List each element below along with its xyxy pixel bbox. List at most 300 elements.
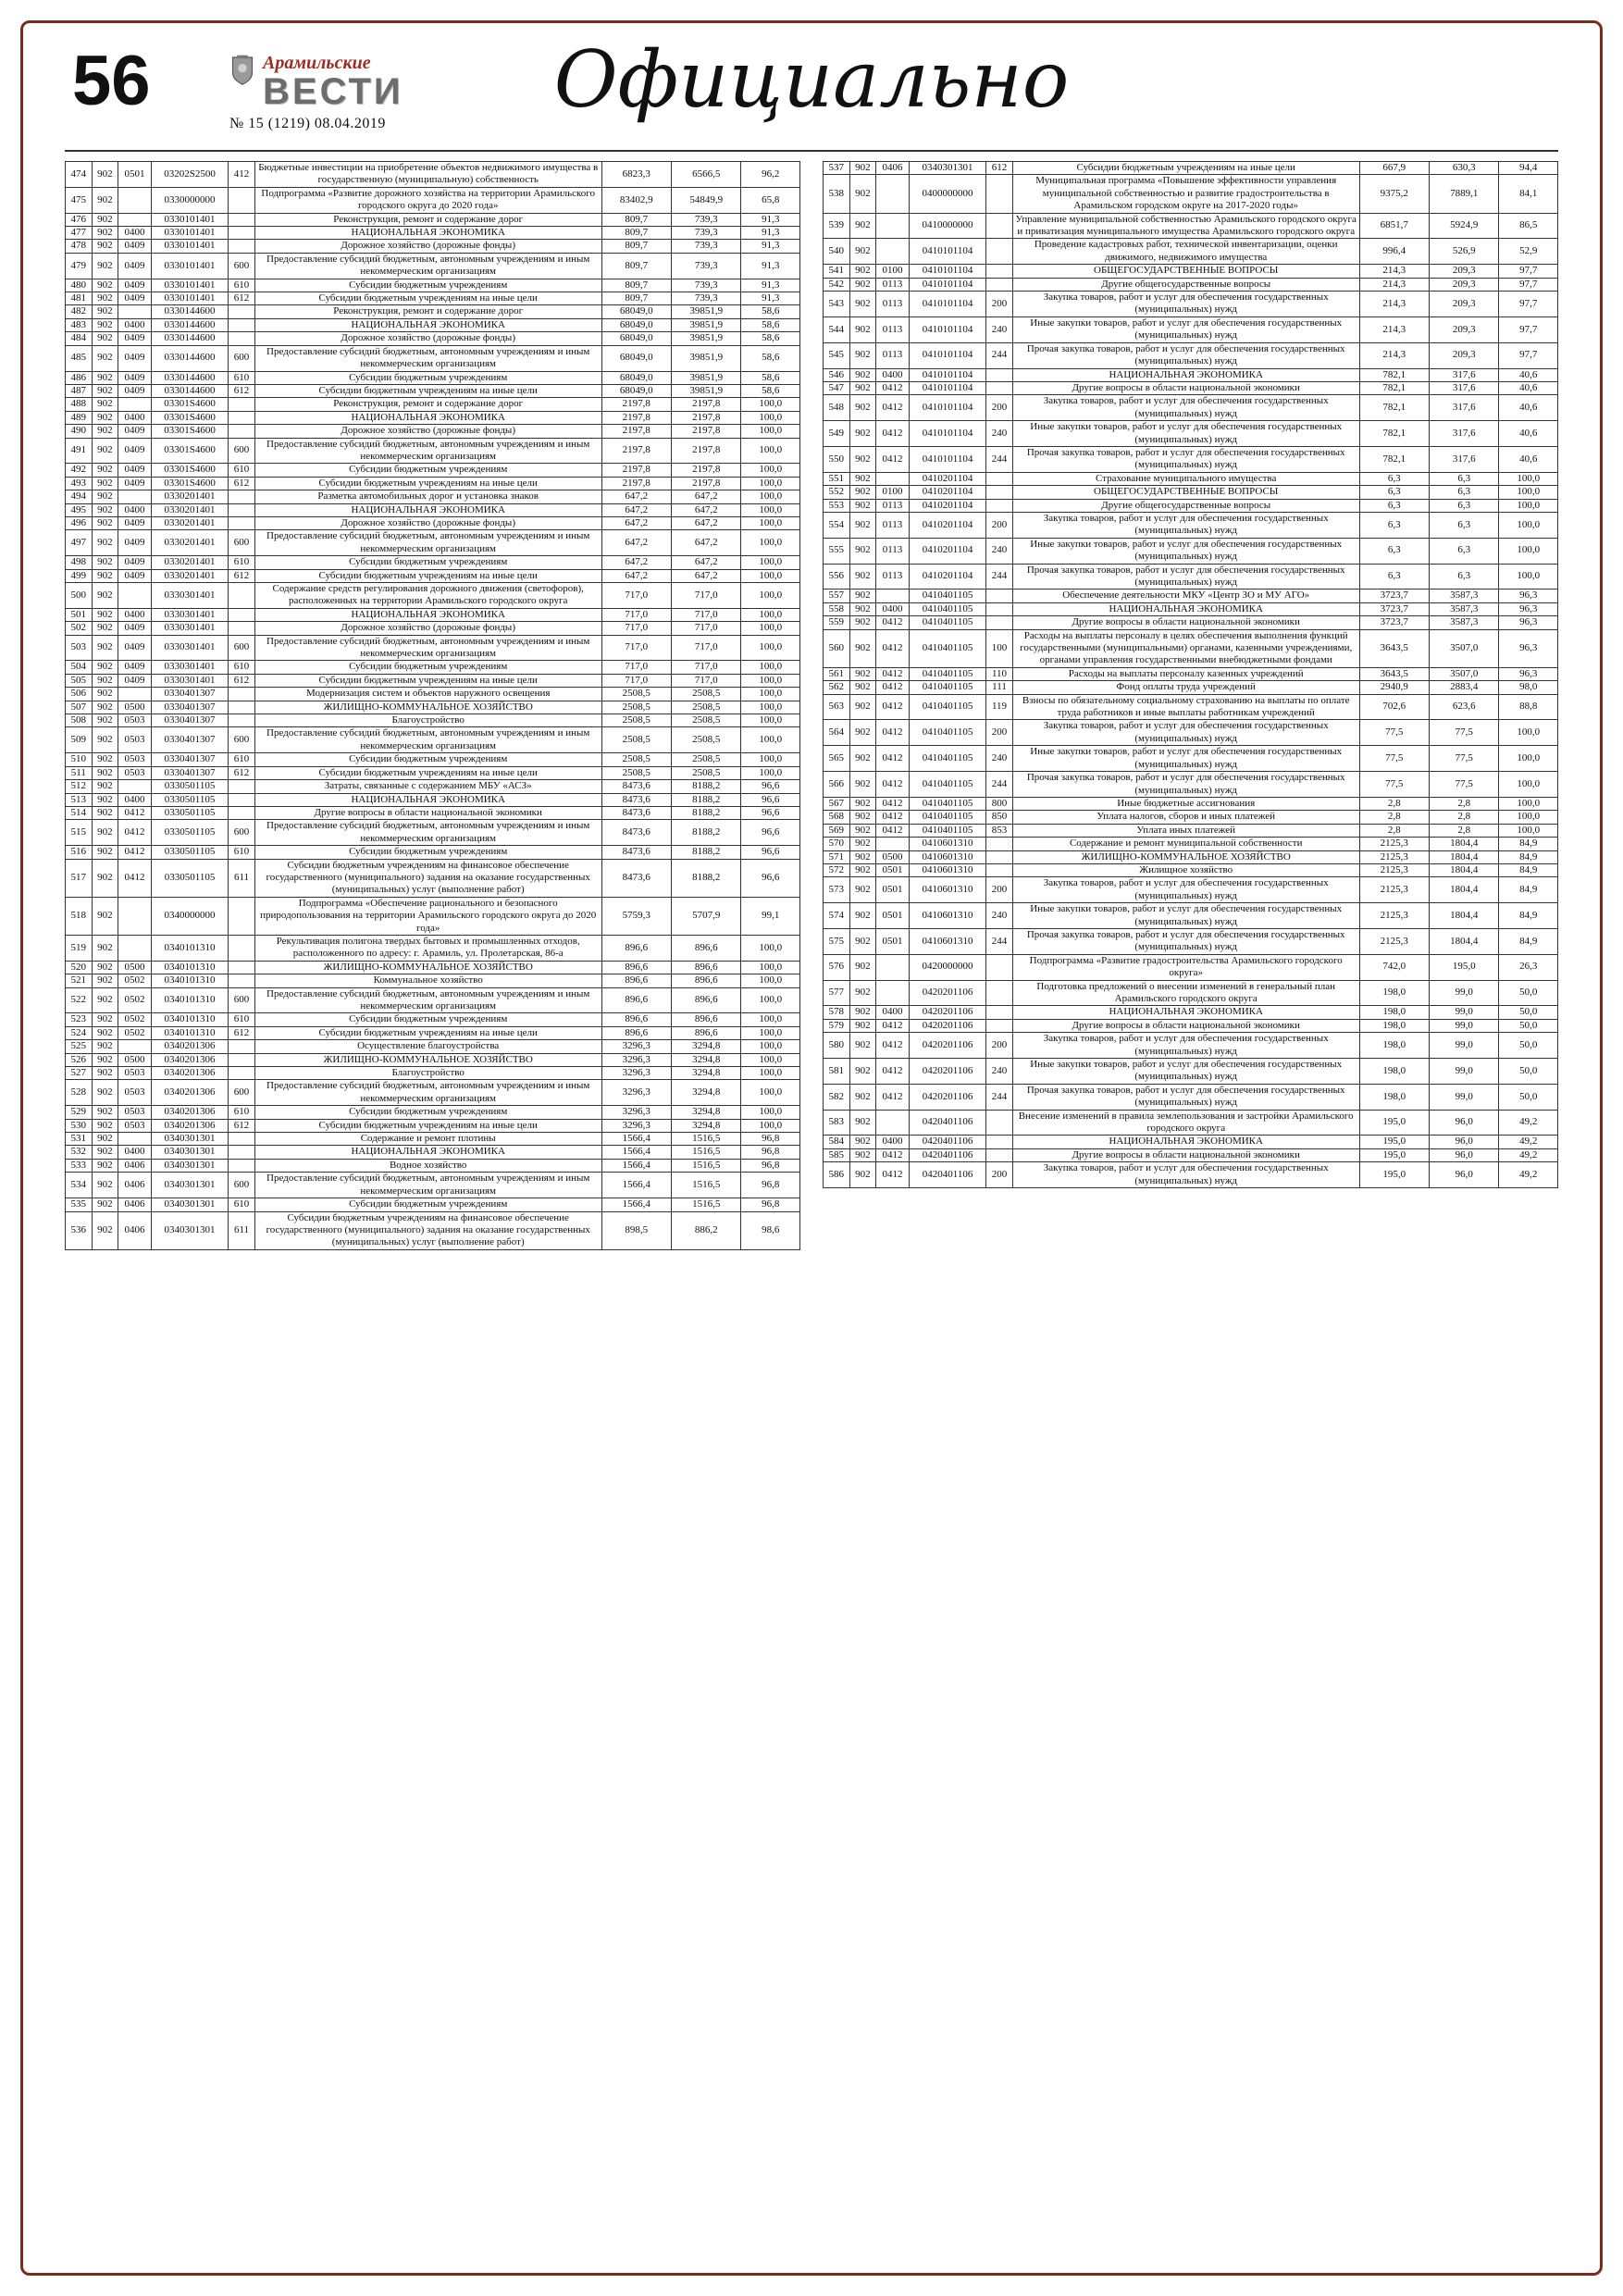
cell-c4 xyxy=(986,472,1013,485)
cell-v1: 1566,4 xyxy=(601,1146,671,1159)
cell-c2: 0409 xyxy=(118,530,152,556)
cell-n: 481 xyxy=(66,292,93,305)
cell-v3: 91,3 xyxy=(741,253,800,279)
cell-n: 492 xyxy=(66,464,93,477)
cell-c3: 0420401106 xyxy=(909,1136,985,1148)
table-row xyxy=(824,824,1558,837)
cell-v1: 742,0 xyxy=(1359,954,1429,980)
cell-v1: 214,3 xyxy=(1359,265,1429,278)
cell-c1: 902 xyxy=(92,635,118,661)
cell-c1: 902 xyxy=(92,766,118,779)
cell-v1: 68049,0 xyxy=(601,318,671,331)
cell-name: Субсидии бюджетным учреждениям xyxy=(254,661,601,674)
content-columns xyxy=(0,152,1623,1272)
cell-c1: 902 xyxy=(92,1146,118,1159)
cell-c4 xyxy=(229,701,255,714)
cell-name: Другие общегосударственные вопросы xyxy=(1012,499,1359,512)
cell-v2: 317,6 xyxy=(1430,421,1499,447)
cell-v2: 2508,5 xyxy=(672,727,741,753)
cell-v2: 99,0 xyxy=(1430,1033,1499,1059)
cell-v1: 647,2 xyxy=(601,490,671,503)
cell-n: 559 xyxy=(824,616,850,629)
cell-c4 xyxy=(986,954,1013,980)
cell-c3: 0330301401 xyxy=(151,674,228,687)
cell-name: Реконструкция, ремонт и содержание дорог xyxy=(254,213,601,226)
cell-c2 xyxy=(118,897,152,935)
cell-c3: 0410201104 xyxy=(909,472,985,485)
table-row xyxy=(824,694,1558,720)
table-row xyxy=(66,780,800,793)
cell-name: Закупка товаров, работ и услуг для обеспечения государственных (муниципальных) нужд xyxy=(1012,512,1359,538)
cell-v1: 782,1 xyxy=(1359,381,1429,394)
cell-n: 576 xyxy=(824,954,850,980)
cell-v2: 209,3 xyxy=(1430,278,1499,291)
cell-c4 xyxy=(986,265,1013,278)
cell-v2: 39851,9 xyxy=(672,345,741,371)
cell-c1: 902 xyxy=(849,824,876,837)
table-row xyxy=(66,398,800,411)
cell-c4: 600 xyxy=(229,987,255,1013)
cell-c1: 902 xyxy=(92,727,118,753)
cell-v2: 2508,5 xyxy=(672,766,741,779)
cell-v3: 100,0 xyxy=(741,425,800,438)
table-row xyxy=(66,1159,800,1172)
cell-v3: 58,6 xyxy=(741,384,800,397)
cell-v2: 647,2 xyxy=(672,530,741,556)
cell-v1: 6,3 xyxy=(1359,512,1429,538)
cell-c3: 0330401307 xyxy=(151,727,228,753)
cell-v3: 96,2 xyxy=(741,162,800,188)
cell-v2: 1516,5 xyxy=(672,1146,741,1159)
cell-v3: 40,6 xyxy=(1499,381,1558,394)
cell-v3: 96,6 xyxy=(741,780,800,793)
table-row xyxy=(824,903,1558,929)
cell-c2: 0503 xyxy=(118,1106,152,1119)
cell-c4 xyxy=(229,583,255,609)
cell-c3: 0410401105 xyxy=(909,616,985,629)
cell-v1: 2508,5 xyxy=(601,714,671,727)
cell-c2: 0409 xyxy=(118,292,152,305)
cell-n: 573 xyxy=(824,877,850,903)
cell-v2: 2508,5 xyxy=(672,714,741,727)
cell-c2: 0412 xyxy=(876,797,910,810)
cell-v3: 100,0 xyxy=(741,987,800,1013)
cell-v3: 100,0 xyxy=(1499,472,1558,485)
cell-v1: 6823,3 xyxy=(601,162,671,188)
cell-c4 xyxy=(229,398,255,411)
cell-v3: 100,0 xyxy=(741,701,800,714)
cell-c4 xyxy=(229,425,255,438)
table-row xyxy=(824,1033,1558,1059)
cell-v3: 100,0 xyxy=(741,714,800,727)
cell-v1: 3643,5 xyxy=(1359,667,1429,680)
cell-v3: 96,3 xyxy=(1499,602,1558,615)
cell-v2: 2508,5 xyxy=(672,753,741,766)
cell-v1: 3296,3 xyxy=(601,1067,671,1080)
cell-v3: 100,0 xyxy=(741,688,800,701)
cell-name: Закупка товаров, работ и услуг для обеспечения государственных (муниципальных) нужд xyxy=(1012,292,1359,317)
cell-c1: 902 xyxy=(849,175,876,213)
cell-v3: 96,3 xyxy=(1499,590,1558,602)
cell-c4 xyxy=(229,974,255,987)
cell-name: Коммунальное хозяйство xyxy=(254,974,601,987)
cell-n: 475 xyxy=(66,187,93,213)
cell-name: Субсидии бюджетным учреждениям xyxy=(254,753,601,766)
cell-name: Субсидии бюджетным учреждениям на финансовое обеспечение государственного (муниципального) задания на оказание государственных (муниципальных) услуг (выполнение работ) xyxy=(254,859,601,897)
cell-c4 xyxy=(229,897,255,935)
cell-name: НАЦИОНАЛЬНАЯ ЭКОНОМИКА xyxy=(254,1146,601,1159)
cell-c2: 0400 xyxy=(118,1146,152,1159)
cell-c1: 902 xyxy=(849,590,876,602)
cell-v3: 26,3 xyxy=(1499,954,1558,980)
cell-v2: 2,8 xyxy=(1430,797,1499,810)
cell-n: 528 xyxy=(66,1080,93,1106)
cell-c2: 0412 xyxy=(876,746,910,772)
cell-v1: 9375,2 xyxy=(1359,175,1429,213)
cell-c1: 902 xyxy=(849,292,876,317)
cell-v3: 96,6 xyxy=(741,793,800,806)
cell-c1: 902 xyxy=(92,569,118,582)
cell-c3: 0410101104 xyxy=(909,368,985,381)
cell-v1: 647,2 xyxy=(601,516,671,529)
cell-c2: 0406 xyxy=(118,1173,152,1198)
cell-v3: 100,0 xyxy=(741,1013,800,1026)
cell-c3: 0330301401 xyxy=(151,635,228,661)
cell-v2: 54849,9 xyxy=(672,187,741,213)
cell-name: Затраты, связанные с содержанием МБУ «АСЗ» xyxy=(254,780,601,793)
cell-c4: 610 xyxy=(229,1106,255,1119)
cell-c4: 412 xyxy=(229,162,255,188)
cell-name: Благоустройство xyxy=(254,1067,601,1080)
cell-v3: 97,7 xyxy=(1499,316,1558,342)
cell-v3: 100,0 xyxy=(741,477,800,490)
cell-c4 xyxy=(229,688,255,701)
cell-c3: 0410601310 xyxy=(909,928,985,954)
cell-name: Субсидии бюджетным учреждениям на иные цели xyxy=(254,674,601,687)
cell-v2: 96,0 xyxy=(1430,1136,1499,1148)
cell-c1: 902 xyxy=(92,622,118,635)
cell-c2: 0501 xyxy=(118,162,152,188)
table-row xyxy=(66,503,800,516)
cell-c1: 902 xyxy=(92,332,118,345)
cell-c1: 902 xyxy=(92,516,118,529)
cell-v2: 1516,5 xyxy=(672,1173,741,1198)
cell-v2: 96,0 xyxy=(1430,1162,1499,1188)
cell-v1: 782,1 xyxy=(1359,446,1429,472)
cell-c2: 0400 xyxy=(876,368,910,381)
cell-name: НАЦИОНАЛЬНАЯ ЭКОНОМИКА xyxy=(254,411,601,424)
table-row xyxy=(66,187,800,213)
cell-name: Предоставление субсидий бюджетным, автономным учреждениям и иным некоммерческим организациям xyxy=(254,820,601,846)
cell-v1: 809,7 xyxy=(601,213,671,226)
cell-c4: 610 xyxy=(229,753,255,766)
cell-c1: 902 xyxy=(849,1006,876,1019)
cell-n: 479 xyxy=(66,253,93,279)
cell-c1: 902 xyxy=(92,859,118,897)
table-row xyxy=(824,175,1558,213)
cell-v2: 717,0 xyxy=(672,674,741,687)
cell-n: 538 xyxy=(824,175,850,213)
cell-v1: 809,7 xyxy=(601,240,671,253)
cell-c1: 902 xyxy=(92,411,118,424)
cell-name: Субсидии бюджетным учреждениям xyxy=(254,1013,601,1026)
cell-name: Предоставление субсидий бюджетным, автономным учреждениям и иным некоммерческим организациям xyxy=(254,345,601,371)
cell-c2: 0500 xyxy=(118,701,152,714)
cell-v3: 100,0 xyxy=(741,411,800,424)
cell-n: 516 xyxy=(66,846,93,859)
cell-v2: 96,0 xyxy=(1430,1110,1499,1136)
cell-c4: 800 xyxy=(986,797,1013,810)
cell-c2: 0409 xyxy=(118,477,152,490)
cell-c3: 0410201104 xyxy=(909,538,985,564)
cell-c1: 902 xyxy=(92,608,118,621)
cell-name: Подпрограмма «Развитие дорожного хозяйства на территории Арамильского городского округа до 2020 года» xyxy=(254,187,601,213)
cell-c3: 0420201106 xyxy=(909,1019,985,1032)
cell-n: 480 xyxy=(66,279,93,292)
cell-c4 xyxy=(229,503,255,516)
cell-name: Иные бюджетные ассигнования xyxy=(1012,797,1359,810)
cell-c1: 902 xyxy=(92,793,118,806)
table-row xyxy=(824,213,1558,239)
cell-c4: 610 xyxy=(229,661,255,674)
cell-c4 xyxy=(986,1110,1013,1136)
cell-name: Закупка товаров, работ и услуг для обеспечения государственных (муниципальных) нужд xyxy=(1012,720,1359,746)
cell-v3: 84,1 xyxy=(1499,175,1558,213)
table-row xyxy=(824,538,1558,564)
table-row xyxy=(824,797,1558,810)
cell-name: Предоставление субсидий бюджетным, автономным учреждениям и иным некоммерческим организациям xyxy=(254,530,601,556)
cell-name: Прочая закупка товаров, работ и услуг для обеспечения государственных (муниципальных) нужд xyxy=(1012,446,1359,472)
cell-v1: 6851,7 xyxy=(1359,213,1429,239)
cell-v2: 3587,3 xyxy=(1430,590,1499,602)
table-row xyxy=(66,935,800,961)
table-row xyxy=(824,512,1558,538)
cell-c1: 902 xyxy=(849,720,876,746)
cell-name: ОБЩЕГОСУДАРСТВЕННЫЕ ВОПРОСЫ xyxy=(1012,265,1359,278)
left-budget-table xyxy=(65,161,800,1250)
cell-v3: 97,7 xyxy=(1499,265,1558,278)
table-row xyxy=(824,720,1558,746)
cell-v3: 100,0 xyxy=(741,464,800,477)
cell-name: Муниципальная программа «Повышение эффективности управления муниципальной собственностью и развитие градостроительства в Арамильском городском округе на 2017-2020 годы» xyxy=(1012,175,1359,213)
cell-c1: 902 xyxy=(849,746,876,772)
table-row xyxy=(66,688,800,701)
cell-n: 533 xyxy=(66,1159,93,1172)
cell-c4: 200 xyxy=(986,720,1013,746)
table-row xyxy=(824,616,1558,629)
cell-v3: 91,3 xyxy=(741,213,800,226)
cell-name: Предоставление субсидий бюджетным, автономным учреждениям и иным некоммерческим организациям xyxy=(254,1173,601,1198)
cell-c4 xyxy=(229,1040,255,1053)
cell-c2: 0113 xyxy=(876,538,910,564)
cell-c1: 902 xyxy=(92,974,118,987)
cell-c2: 0409 xyxy=(118,425,152,438)
cell-c4: 612 xyxy=(229,384,255,397)
cell-c3: 0340301301 xyxy=(151,1133,228,1146)
cell-v2: 739,3 xyxy=(672,213,741,226)
cell-name: ОБЩЕГОСУДАРСТВЕННЫЕ ВОПРОСЫ xyxy=(1012,486,1359,499)
cell-c1: 902 xyxy=(92,1173,118,1198)
table-row xyxy=(824,239,1558,265)
cell-n: 517 xyxy=(66,859,93,897)
cell-c4 xyxy=(229,305,255,318)
table-row xyxy=(66,1211,800,1249)
cell-v2: 6,3 xyxy=(1430,486,1499,499)
table-row xyxy=(824,564,1558,590)
cell-c3: 0340301301 xyxy=(909,162,985,175)
cell-c4 xyxy=(986,616,1013,629)
cell-c2: 0400 xyxy=(876,602,910,615)
cell-v2: 209,3 xyxy=(1430,292,1499,317)
table-row xyxy=(824,863,1558,876)
cell-c1: 902 xyxy=(92,1067,118,1080)
cell-v2: 717,0 xyxy=(672,583,741,609)
cell-c3: 0330501105 xyxy=(151,780,228,793)
cell-c2: 0409 xyxy=(118,279,152,292)
table-row xyxy=(66,1198,800,1211)
cell-c4 xyxy=(229,608,255,621)
cell-c3: 0410101104 xyxy=(909,292,985,317)
cell-v3: 58,6 xyxy=(741,332,800,345)
cell-c2: 0412 xyxy=(876,681,910,694)
cell-v1: 6,3 xyxy=(1359,472,1429,485)
cell-v3: 97,7 xyxy=(1499,292,1558,317)
cell-n: 567 xyxy=(824,797,850,810)
cell-v1: 198,0 xyxy=(1359,1006,1429,1019)
cell-c1: 902 xyxy=(849,538,876,564)
cell-v1: 647,2 xyxy=(601,503,671,516)
cell-c4: 200 xyxy=(986,512,1013,538)
cell-c4: 244 xyxy=(986,564,1013,590)
cell-v3: 96,8 xyxy=(741,1159,800,1172)
cell-c4: 200 xyxy=(986,1162,1013,1188)
cell-c2 xyxy=(876,1110,910,1136)
cell-v2: 630,3 xyxy=(1430,162,1499,175)
cell-n: 507 xyxy=(66,701,93,714)
cell-c2: 0406 xyxy=(118,1159,152,1172)
cell-c3: 0410401105 xyxy=(909,746,985,772)
cell-c1: 902 xyxy=(92,318,118,331)
cell-c3: 0410601310 xyxy=(909,903,985,929)
cell-v3: 100,0 xyxy=(1499,772,1558,798)
cell-c3: 0410201104 xyxy=(909,564,985,590)
cell-name: Другие вопросы в области национальной экономики xyxy=(1012,1148,1359,1161)
cell-c2 xyxy=(876,590,910,602)
cell-c2: 0412 xyxy=(118,820,152,846)
table-row xyxy=(66,753,800,766)
cell-c4 xyxy=(986,213,1013,239)
cell-c1: 902 xyxy=(92,477,118,490)
cell-c3: 0340301301 xyxy=(151,1146,228,1159)
cell-v2: 195,0 xyxy=(1430,954,1499,980)
cell-n: 515 xyxy=(66,820,93,846)
cell-c2: 0501 xyxy=(876,928,910,954)
cell-c3: 0330501105 xyxy=(151,806,228,819)
cell-n: 551 xyxy=(824,472,850,485)
cell-v2: 99,0 xyxy=(1430,1084,1499,1110)
cell-n: 510 xyxy=(66,753,93,766)
cell-c4: 600 xyxy=(229,530,255,556)
cell-c2: 0100 xyxy=(876,265,910,278)
cell-v3: 100,0 xyxy=(741,398,800,411)
cell-c1: 902 xyxy=(92,425,118,438)
cell-v1: 2125,3 xyxy=(1359,850,1429,863)
cell-n: 497 xyxy=(66,530,93,556)
cell-c3: 0410101104 xyxy=(909,421,985,447)
cell-c2: 0113 xyxy=(876,292,910,317)
cell-c3: 0330101401 xyxy=(151,279,228,292)
cell-n: 509 xyxy=(66,727,93,753)
cell-v2: 1804,4 xyxy=(1430,903,1499,929)
cell-c1: 902 xyxy=(92,371,118,384)
table-row xyxy=(66,411,800,424)
cell-name: Содержание средств регулирования дорожного движения (светофоров), расположенных на территории Арамильского городского округа xyxy=(254,583,601,609)
cell-c2: 0502 xyxy=(118,987,152,1013)
cell-v1: 198,0 xyxy=(1359,1019,1429,1032)
cell-n: 539 xyxy=(824,213,850,239)
cell-v1: 647,2 xyxy=(601,569,671,582)
cell-v3: 96,3 xyxy=(1499,616,1558,629)
cell-n: 581 xyxy=(824,1059,850,1085)
cell-c1: 902 xyxy=(849,1136,876,1148)
cell-c3: 0410101104 xyxy=(909,342,985,368)
cell-c2: 0409 xyxy=(118,569,152,582)
cell-v3: 100,0 xyxy=(741,569,800,582)
cell-c1: 902 xyxy=(849,903,876,929)
cell-c1: 902 xyxy=(849,486,876,499)
cell-c1: 902 xyxy=(849,395,876,421)
cell-c2: 0503 xyxy=(118,1119,152,1132)
table-row xyxy=(824,381,1558,394)
cell-c1: 902 xyxy=(92,556,118,569)
table-row xyxy=(824,681,1558,694)
cell-c4: 240 xyxy=(986,538,1013,564)
cell-c4: 612 xyxy=(229,1026,255,1039)
table-row xyxy=(824,368,1558,381)
cell-c4 xyxy=(229,411,255,424)
cell-v3: 91,3 xyxy=(741,227,800,240)
table-row xyxy=(66,1173,800,1198)
cell-c2: 0412 xyxy=(876,1059,910,1085)
cell-n: 579 xyxy=(824,1019,850,1032)
cell-c3: 03301S4600 xyxy=(151,464,228,477)
cell-c3: 03301S4600 xyxy=(151,398,228,411)
cell-c1: 902 xyxy=(92,1026,118,1039)
cell-c3: 0330144600 xyxy=(151,332,228,345)
newspaper-title-top: Арамильские xyxy=(263,53,371,73)
cell-c1: 902 xyxy=(92,688,118,701)
cell-c1: 902 xyxy=(849,694,876,720)
cell-c4: 244 xyxy=(986,446,1013,472)
table-row xyxy=(824,292,1558,317)
cell-v1: 198,0 xyxy=(1359,1059,1429,1085)
cell-c3: 0340201306 xyxy=(151,1119,228,1132)
cell-v1: 782,1 xyxy=(1359,395,1429,421)
cell-name: Субсидии бюджетным учреждениям xyxy=(254,464,601,477)
cell-c2 xyxy=(876,472,910,485)
cell-c3: 0410101104 xyxy=(909,278,985,291)
table-row xyxy=(66,162,800,188)
cell-c2: 0412 xyxy=(876,446,910,472)
cell-c4: 600 xyxy=(229,345,255,371)
cell-v3: 100,0 xyxy=(741,766,800,779)
cell-v3: 40,6 xyxy=(1499,421,1558,447)
cell-c2: 0409 xyxy=(118,556,152,569)
table-row xyxy=(66,371,800,384)
cell-name: Модернизация систем и объектов наружного освещения xyxy=(254,688,601,701)
cell-v2: 2,8 xyxy=(1430,811,1499,824)
cell-name: Осуществление благоустройства xyxy=(254,1040,601,1053)
